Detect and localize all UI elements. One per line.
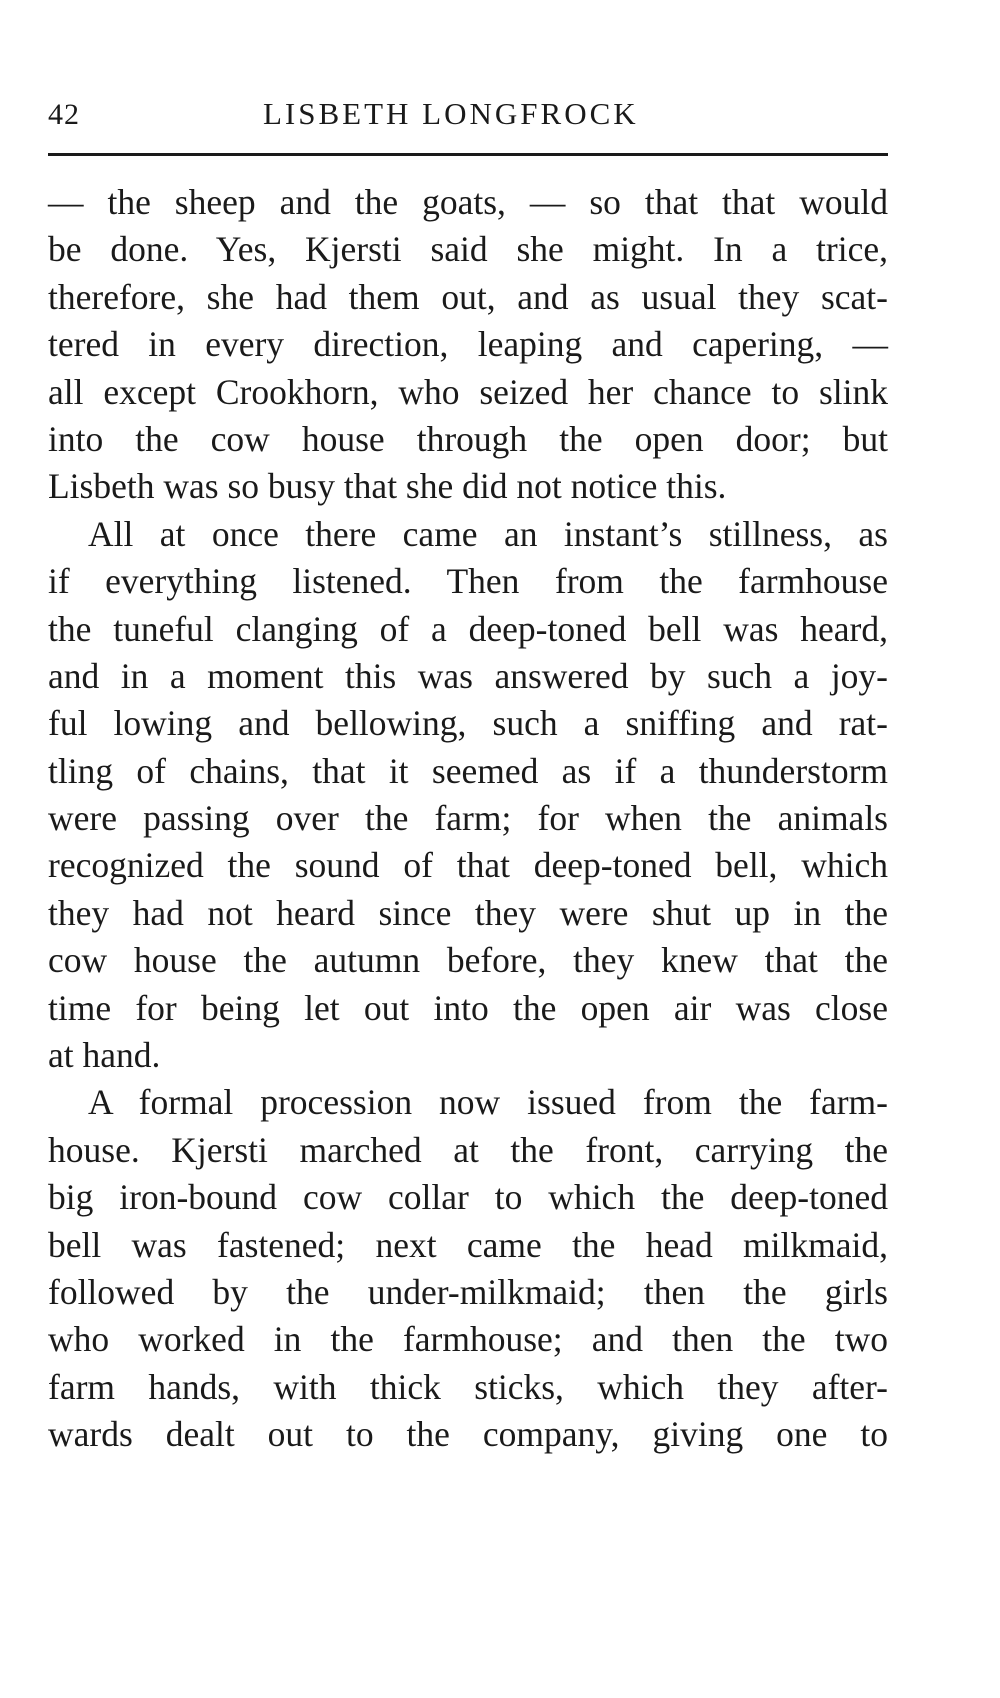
text-line: — the sheep and the goats, — so that that would [48,182,888,222]
text-line: tered in every direction, leaping and capering, — [48,324,888,365]
text-line: house. Kjersti marched at the front, carrying the [48,1129,888,1170]
text-line: farm hands, with thick sticks, which they after- [48,1366,888,1407]
text-line: time for being let out into the open air was close [48,987,888,1028]
text-line: all except Crookhorn, who seized her chance to slink [48,371,888,412]
running-title: LISBETH LONGFROCK [263,96,639,131]
text-line: who worked in the farmhouse; and then the two [48,1319,888,1360]
text-line: wards dealt out to the company, giving one to [48,1414,888,1455]
text-line: therefore, she had them out, and as usual they scat- [48,276,888,317]
text-line: recognized the sound of that deep-toned bell, which [48,845,888,886]
text-line: A formal procession now issued from the farm- [88,1082,888,1123]
text-line: followed by the under-milkmaid; then the girls [48,1271,888,1312]
text-line: at hand. [48,1035,161,1076]
text-line: and in a moment this was answered by such a joy- [48,655,888,696]
text-line: big iron-bound cow collar to which the deep-toned [48,1177,888,1218]
text-line: tling of chains, that it seemed as if a thunderstorm [48,750,888,791]
body-text [48,179,888,1459]
text-line: were passing over the farm; for when the animals [48,798,888,839]
text-line: be done. Yes, Kjersti said she might. In a trice, [48,229,888,270]
text-line: they had not heard since they were shut up in the [48,892,888,933]
page-number: 42 [48,98,80,131]
text-line: ful lowing and bellowing, such a sniffing and rat- [48,703,888,744]
text-line: cow house the autumn before, they knew that the [48,940,888,981]
text-line: the tuneful clanging of a deep-toned bell was heard, [48,608,888,649]
text-line: All at once there came an instant’s stillness, as [88,513,888,554]
text-line: bell was fastened; next came the head milkmaid, [48,1224,888,1265]
page-header [48,88,888,138]
header-rule [48,153,888,156]
text-line: if everything listened. Then from the farmhouse [48,561,888,602]
text-line: into the cow house through the open door; but [48,418,888,459]
text-line: Lisbeth was so busy that she did not notice this. [48,466,727,507]
